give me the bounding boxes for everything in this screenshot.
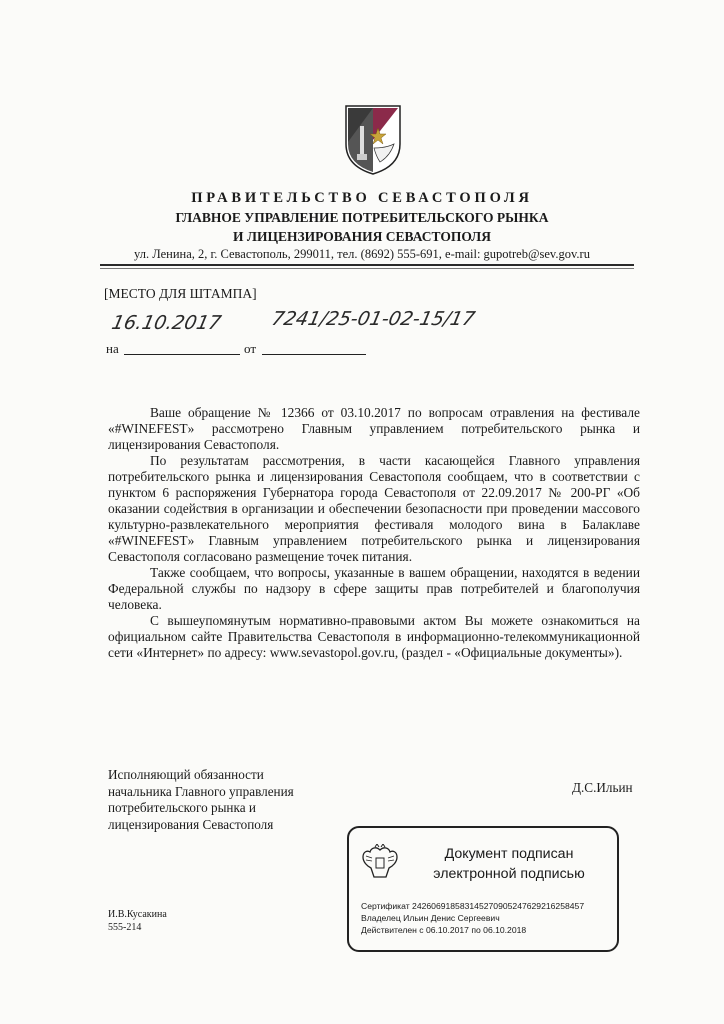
ot-underline [262, 354, 366, 355]
body-paragraph-1: Ваше обращение № 12366 от 03.10.2017 по вопросам отравления на фестивале «#WINEFEST» рассмотрено Главным управлением потребительского рынка и лицензирования Севастополя. [108, 405, 640, 452]
stamp-placeholder: [МЕСТО ДЛЯ ШТАМПА] [104, 286, 257, 301]
position-line: потребительского рынка и [108, 800, 256, 815]
esig-owner: Владелец Ильин Денис Сергеевич [361, 913, 500, 923]
letterhead-address: ул. Ленина, 2, г. Севастополь, 299011, тел. (8692) 555-691, e-mail: gupotreb@sev.gov.ru [134, 247, 590, 261]
signatory-name: Д.С.Ильин [572, 780, 633, 795]
executor-name: И.В.Кусакина [108, 909, 167, 920]
position-line: начальника Главного управления [108, 783, 294, 799]
esig-title-line1: Документ подписан [444, 846, 574, 862]
position-line: лицензирования Севастополя [108, 816, 274, 832]
handwritten-date: 16.10.2017 [109, 312, 224, 334]
ot-label: от [244, 341, 257, 356]
executor-info [108, 908, 167, 934]
esig-certificate: Сертификат 242606918583145270905247629216258457 [361, 901, 585, 911]
esig-title-line2: электронной подписью [433, 866, 585, 882]
executor-phone: 555-214 [108, 922, 142, 933]
position-line: Исполняющий обязанности [108, 767, 264, 782]
signatory-position [108, 767, 294, 833]
esig-validity: Действителен с 06.10.2017 по 06.10.2018 [361, 925, 527, 935]
sevastopol-coat-of-arms-icon [344, 104, 402, 176]
government-title: ПРАВИТЕЛЬСТВО СЕВАСТОПОЛЯ [191, 190, 533, 206]
na-underline [124, 354, 240, 355]
handwritten-reg-number: 7241/25-01-02-15/17 [269, 308, 477, 330]
body-paragraph-3: Также сообщаем, что вопросы, указанные в вашем обращении, находятся в ведении Федеральной службы по надзору в сфере защиты прав потребителей и благополучия человека. [108, 565, 640, 612]
russian-eagle-emblem-icon [361, 844, 399, 880]
department-title-line1: ГЛАВНОЕ УПРАВЛЕНИЕ ПОТРЕБИТЕЛЬСКОГО РЫНКА [175, 210, 549, 225]
na-label: на [106, 341, 119, 356]
body-paragraph-4: С вышеупомянутым нормативно-правовыми актом Вы можете ознакомиться на официальном сайте Правительства Севастополя в информационно-телекоммуникационной сети «Интернет» по адресу: www.sevastopol.gov.ru, (раздел - «Официальные документы»). [108, 613, 640, 660]
electronic-signature-stamp [347, 826, 619, 952]
body-paragraph-2: По результатам рассмотрения, в части касающейся Главного управления потребительского рынка и лицензирования Севастополя сообщаем, что в соответствии с пунктом 6 распоряжения Губернатора города Севастополя от 22.09.2017 № 200-РГ «Об оказании содействия в организации и обеспечении безопасности при проведении массового культурно-развлекательного мероприятия фестиваля молодого вина в Балаклаве «#WINEFEST» Главным управлением потребительского рынка и лицензирования Севастополя согласовано размещение точек питания. [108, 453, 640, 564]
letterhead-divider [100, 264, 634, 266]
letterhead-divider-thin [100, 268, 634, 269]
department-title-line2: И ЛИЦЕНЗИРОВАНИЯ СЕВАСТОПОЛЯ [233, 229, 491, 244]
letter-body [108, 405, 640, 661]
